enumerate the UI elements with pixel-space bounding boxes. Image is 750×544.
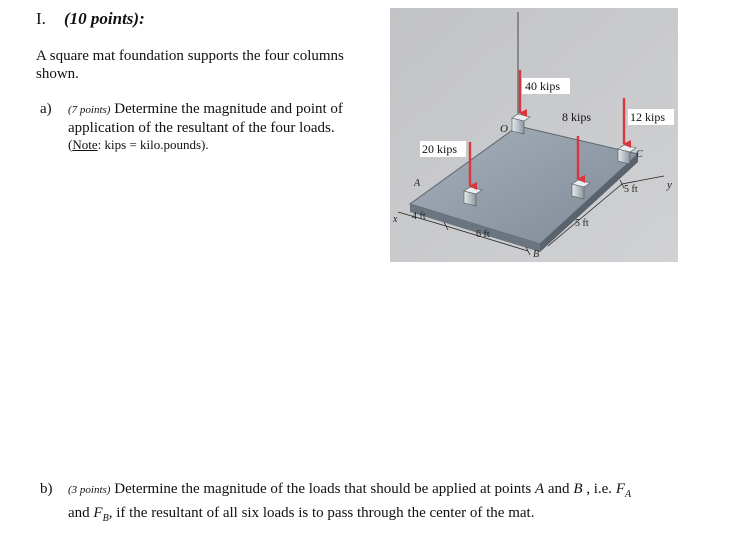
- part-b-text-2: and: [544, 481, 574, 497]
- dim-5ft-b: 5 ft: [624, 184, 638, 195]
- part-a-label: a): [40, 101, 52, 117]
- part-a-points: (7 points): [68, 104, 111, 116]
- question-number: I.: [36, 9, 46, 28]
- note-text: : kips = kilo.pounds).: [97, 137, 209, 152]
- part-a: [40, 100, 370, 153]
- part-b-label: b): [40, 481, 53, 497]
- mat-foundation-figure: [390, 8, 678, 262]
- point-a-label: A: [414, 178, 421, 189]
- part-a-text: Determine the magnitude and point of application of the resultant of the four loads.: [68, 101, 343, 136]
- dim-5ft-a: 5 ft: [575, 218, 589, 229]
- part-b-sub-b: B: [102, 513, 109, 524]
- load-label-12: 12 kips: [630, 110, 666, 124]
- part-a-note: (Note: kips = kilo.pounds).: [68, 137, 209, 152]
- dim-6ft: 6 ft: [476, 229, 490, 240]
- part-b-text-1: Determine the magnitude of the loads that should be applied at points: [114, 481, 535, 497]
- load-label-8: 8 kips: [562, 110, 592, 124]
- intro-text: A square mat foundation supports the four columns shown.: [36, 48, 344, 82]
- part-b-point-b: B: [573, 481, 583, 497]
- load-label-40: 40 kips: [525, 79, 561, 93]
- point-b-label: B: [533, 249, 540, 260]
- dim-4ft: 4 ft: [412, 211, 426, 222]
- question-title: [36, 9, 145, 29]
- load-label-20: 20 kips: [422, 142, 458, 156]
- question-points: (10 points):: [64, 9, 145, 28]
- part-b-text-3: , i.e.: [582, 481, 616, 497]
- part-b-f-a: F: [615, 481, 625, 497]
- part-b-text-5: , if the resultant of all six loads is to pass through the center of the mat.: [108, 505, 535, 521]
- part-b-point-a: A: [534, 481, 545, 497]
- note-label: Note: [72, 137, 98, 152]
- part-b-sub-a: A: [624, 489, 632, 500]
- part-b-text-4: and: [68, 505, 94, 521]
- part-b: [40, 480, 720, 528]
- part-b-f-b: F: [93, 505, 103, 521]
- part-b-points: (3 points): [68, 484, 111, 496]
- x-axis-label: x: [393, 214, 398, 225]
- y-axis-label: y: [667, 179, 672, 191]
- point-c-label: C: [636, 149, 643, 160]
- point-o-label: O: [500, 123, 508, 135]
